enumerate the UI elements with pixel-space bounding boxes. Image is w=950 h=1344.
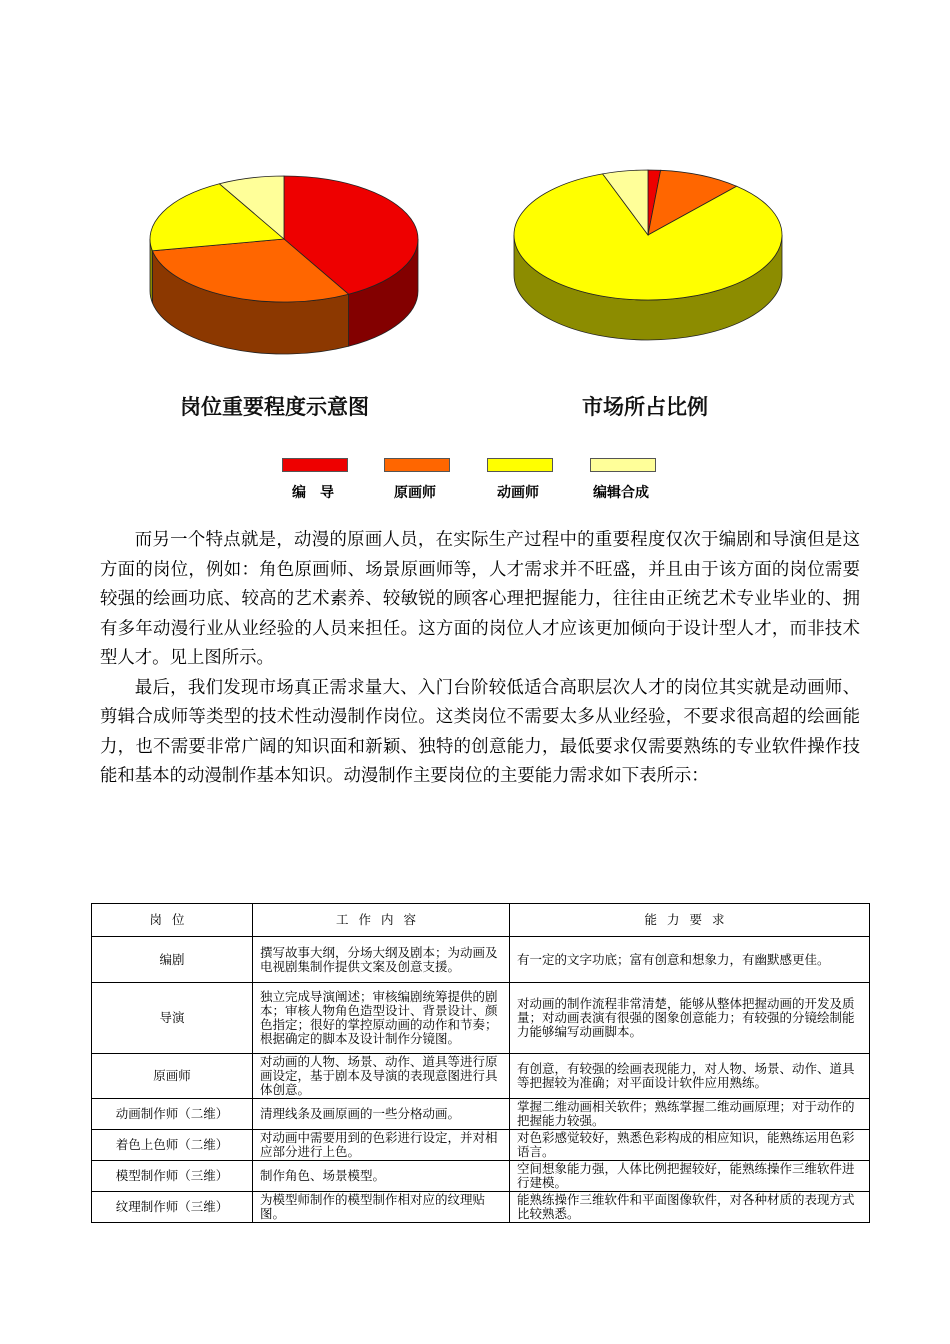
cell-position: 着色上色师（二维） xyxy=(92,1130,253,1161)
table-header-row xyxy=(92,904,870,937)
pie-chart-importance xyxy=(150,176,418,354)
cell-requirements: 有创意，有较强的绘画表现能力，对人物、场景、动作、道具等把握较为准确；对平面设计软件应用熟练。 xyxy=(510,1054,870,1099)
cell-duties: 为模型师制作的模型制作相对应的纹理贴图。 xyxy=(253,1192,510,1223)
job-requirements-table xyxy=(91,903,870,1223)
cell-requirements: 能熟练操作三维软件和平面图像软件，对各种材质的表现方式比较熟悉。 xyxy=(510,1192,870,1223)
legend-label: 原画师 xyxy=(394,485,436,501)
cell-position: 原画师 xyxy=(92,1054,253,1099)
cell-duties: 撰写故事大纲，分场大纲及剧本；为动画及电视剧集制作提供文案及创意支援。 xyxy=(253,937,510,983)
chart-legend xyxy=(280,458,680,508)
table-row xyxy=(92,983,870,1054)
table-row xyxy=(92,1161,870,1192)
legend-item-compositor xyxy=(590,458,656,502)
pie-charts xyxy=(0,0,950,460)
table-row xyxy=(92,937,870,983)
cell-position: 纹理制作师（三维） xyxy=(92,1192,253,1223)
cell-duties: 独立完成导演阐述；审核编剧统筹提供的剧本；审核人物角色造型设计、背景设计、颜色指定；很好的掌控原动画的动作和节奏；根据确定的脚本及设计制作分镜图。 xyxy=(253,983,510,1054)
table-row xyxy=(92,1192,870,1223)
legend-swatch xyxy=(487,458,553,472)
legend-label: 编辑合成 xyxy=(593,485,649,501)
table-row xyxy=(92,1130,870,1161)
legend-item-key-animator xyxy=(384,458,450,502)
legend-swatch xyxy=(384,458,450,472)
cell-requirements: 掌握二维动画相关软件；熟练掌握二维动画原理；对于动作的把握能力较强。 xyxy=(510,1099,870,1130)
paragraph: 而另一个特点就是，动漫的原画人员，在实际生产过程中的重要程度仅次于编剧和导演但是这方面的岗位，例如：角色原画师、场景原画师等，人才需求并不旺盛，并且由于该方面的岗位需要较强的绘画功底、较高的艺术素养、较敏锐的顾客心理把握能力，往往由正统艺术专业毕业的、拥有多年动漫行业从业经验的人员来担任。这方面的岗位人才应该更加倾向于设计型人才，而非技术型人才。见上图所示。 xyxy=(100,530,860,668)
cell-position: 模型制作师（三维） xyxy=(92,1161,253,1192)
chart-title-importance: 岗位重要程度示意图 xyxy=(180,395,369,419)
cell-requirements: 对色彩感觉较好，熟悉色彩构成的相应知识，能熟练运用色彩语言。 xyxy=(510,1130,870,1161)
legend-swatch xyxy=(282,458,348,472)
body-text xyxy=(100,526,860,792)
column-header-position: 岗位 xyxy=(92,904,253,937)
legend-swatch xyxy=(590,458,656,472)
pie-chart-market-share xyxy=(514,170,782,340)
chart-title-market-share: 市场所占比例 xyxy=(582,395,708,419)
cell-requirements: 有一定的文字功底；富有创意和想象力，有幽默感更佳。 xyxy=(510,937,870,983)
legend-label: 动画师 xyxy=(497,485,539,501)
legend-label: 编 导 xyxy=(292,485,334,501)
cell-duties: 制作角色、场景模型。 xyxy=(253,1161,510,1192)
column-header-duties: 工作内容 xyxy=(253,904,510,937)
cell-duties: 清理线条及画原画的一些分格动画。 xyxy=(253,1099,510,1130)
cell-requirements: 对动画的制作流程非常清楚，能够从整体把握动画的开发及质量；对动画表演有很强的图象创意能力；有较强的分镜绘制能力能够编写动画脚本。 xyxy=(510,983,870,1054)
cell-position: 动画制作师（二维） xyxy=(92,1099,253,1130)
table-row xyxy=(92,1054,870,1099)
cell-duties: 对动画中需要用到的色彩进行设定，并对相应部分进行上色。 xyxy=(253,1130,510,1161)
cell-requirements: 空间想象能力强，人体比例把握较好，能熟练操作三维软件进行建模。 xyxy=(510,1161,870,1192)
table-row xyxy=(92,1099,870,1130)
paragraph: 最后，我们发现市场真正需求量大、入门台阶较低适合高职层次人才的岗位其实就是动画师、剪辑合成师等类型的技术性动漫制作岗位。这类岗位不需要太多从业经验，不要求很高超的绘画能力，也不需要非常广阔的知识面和新颖、独特的创意能力，最低要求仅需要熟练的专业软件操作技能和基本的动漫制作基本知识。动漫制作主要岗位的主要能力需求如下表所示： xyxy=(100,677,860,786)
cell-position: 导演 xyxy=(92,983,253,1054)
cell-position: 编剧 xyxy=(92,937,253,983)
legend-item-director xyxy=(282,458,348,502)
column-header-requirements: 能力要求 xyxy=(510,904,870,937)
legend-item-animator xyxy=(487,458,553,502)
cell-duties: 对动画的人物、场景、动作、道具等进行原画设定，基于剧本及导演的表现意图进行具体创意。 xyxy=(253,1054,510,1099)
